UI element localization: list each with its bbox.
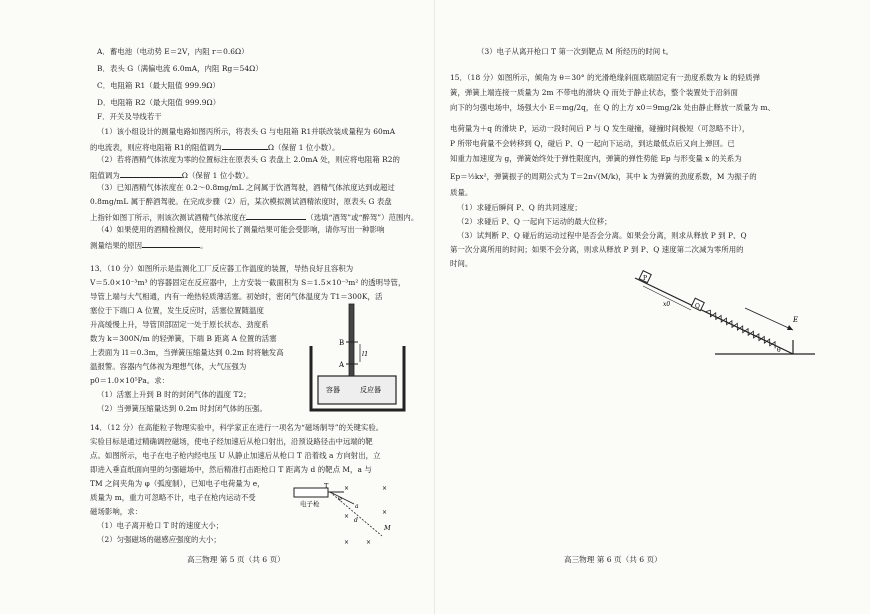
- q13-line: p0＝1.0×10⁵Pa。求：: [90, 376, 170, 385]
- field-x-mark: ×: [344, 539, 350, 546]
- gun-label: 电子枪: [300, 500, 320, 508]
- page-6: [435, 0, 870, 614]
- q13-line: 温报警。容器内气体视为理想气体，大气压强为: [90, 362, 247, 371]
- q13-line: 导管上端与大气相通，内有一绝热轻质薄活塞。初始时，密闭气体温度为 T1＝300K，活: [90, 292, 383, 301]
- q12-line: 测量结果的原因 。: [90, 241, 208, 250]
- q13-line: 塞位于下端口 A 位置，发生反应时，活塞位置随温度: [90, 306, 264, 315]
- field-x-mark: ×: [382, 485, 388, 492]
- q13-line: 13．（10 分）如图所示是监测化工厂反应器工作温度的装置，导热良好且容积为: [90, 264, 354, 273]
- d-mark: d: [354, 517, 358, 524]
- field-x-mark: ×: [344, 485, 350, 492]
- q15-line: （2）求碰后 P、Q 一起向下运动的最大位移；: [457, 217, 612, 226]
- q13-line: 升高缓慢上升，导管顶部固定一处于原长状态、劲度系: [90, 320, 269, 329]
- option-d: D．电阻箱 R2（最大阻值 999.9Ω）: [97, 98, 221, 107]
- q12-line: （1）该小组设计的测量电路如图丙所示，将表头 G 与电阻箱 R1并联改装成量程为 60mA: [97, 127, 396, 136]
- q14-line: 磁场影响，求：: [90, 507, 143, 516]
- q14-line: 实验目标是通过精确调控磁场，使电子经加速后从枪口射出，沿预设路径击中远端的靶: [90, 437, 373, 446]
- q14-line: （2）匀强磁场的磁感应强度的大小；: [97, 535, 221, 544]
- field-x-mark: ×: [382, 509, 388, 516]
- q12-line: （3）已知酒精气体浓度在 0.2～0.8mg/mL 之间属于饮酒驾驶，酒精气体浓度达到或超过: [97, 183, 395, 192]
- q14-line: 即进入垂直纸面向里的匀强磁场中，然后精准打击距枪口 T 距离为 d 的靶点 M，a 与: [90, 465, 372, 474]
- answer-blank[interactable]: [142, 239, 200, 248]
- l-mark: l1: [362, 350, 369, 358]
- a-line-label: a: [355, 503, 359, 510]
- q12-line: （4）如果使用的酒精检测仪，使用时间长了测量结果可能会受影响，请你写出一种影响: [97, 225, 385, 234]
- q12-line: 上指针如图丁所示，则该次测试酒精气体浓度在 （选填“酒驾”或“醉驾”）范围内。: [90, 213, 419, 222]
- q14-line: 点。如图所示，电子在电子枪内经电压 U 从静止加速后从枪口 T 沿着线 a 方向射出，立: [90, 451, 381, 460]
- q15-line: 第一次分离所用的时间；如果不会分离，则求从释放 P 到 P、Q 速度第二次减为零所用的: [450, 245, 744, 254]
- option-f: F．开关及导线若干: [97, 112, 162, 121]
- q12-line: （2）若将酒精气体浓度为零的位置标注在原表头 G 表盘上 2.0mA 处，则应将电阻箱 R2的: [97, 155, 400, 164]
- q14-line: （1）电子离开枪口 T 时的速度大小；: [97, 521, 224, 530]
- q14-line: 质量为 m，重力可忽略不计，电子在枪内运动不受: [90, 493, 256, 502]
- e-label: E: [793, 316, 799, 324]
- q15-line: 电荷量为＋q 的滑块 P，运动一段时间后 P 与 Q 发生碰撞，碰撞时间极短（可忽略不计），: [450, 124, 750, 133]
- q13-line: （2）当弹簧压缩量达到 0.2m 时封闭气体的压强。: [97, 404, 267, 413]
- q15-line: 簧，弹簧上端连接一质量为 2m 不带电的滑块 Q 而处于静止状态，整个装置处于沿斜面: [450, 88, 738, 97]
- x0-label: x0: [663, 301, 671, 308]
- answer-blank[interactable]: [246, 211, 306, 220]
- container-label: 容器: [326, 386, 340, 394]
- theta-label: θ: [777, 347, 781, 354]
- incline-figure: [625, 270, 825, 360]
- answer-blank[interactable]: [120, 169, 182, 178]
- q15-line: 质量。: [450, 188, 473, 197]
- q12-line: 的电流表，则应将电阻箱 R1的阻值调为 Ω（保留 1 位小数）。: [90, 143, 340, 152]
- option-b: B．表头 G（满偏电流 6.0mA，内阻 Rg＝54Ω）: [97, 64, 263, 73]
- field-x-mark: ×: [366, 539, 372, 546]
- option-c: C．电阻箱 R1（最大阻值 999.9Ω）: [97, 81, 220, 90]
- q14-line: 14．（12 分）在高能粒子物理实验中，科学家正在进行一项名为“磁场制导”的关键实验。: [90, 423, 384, 432]
- q12-line: 阻值调为 Ω（保留 1 位小数）。: [90, 171, 254, 180]
- q15-line: 向下的匀强电场中，场强大小 E＝mg/2q，在 Q 的上方 x0＝9mg/2k 处由静止释放一质量为 m、: [450, 103, 775, 112]
- q15-line: 知重力加速度为 g，弹簧始终处于弹性限度内，弹簧的弹性势能 Ep 与形变量 x 的关系为: [450, 154, 742, 163]
- q13-line: 上表面为 l1＝0.3m，当弹簧压缩量达到 0.2m 时将触发高: [90, 348, 284, 357]
- q-label: Q: [695, 303, 700, 310]
- q13-line: 数为 k＝300N/m 的轻弹簧，下端 B 距离 A 位置的活塞: [90, 334, 277, 343]
- q14-line: TM 之间夹角为 φ（弧度制），已知电子电荷量为 e，: [90, 479, 265, 488]
- q15-line: P 所带电荷量不会转移到 Q，碰后 P、Q 一起向下运动，到达最低点后又向上弹回。已: [450, 139, 735, 148]
- reactor-label: 反应器: [360, 386, 381, 394]
- a-mark: A: [339, 361, 345, 369]
- page-footer: 高三物理 第 5 页（共 6 页）: [187, 555, 285, 564]
- q15-line: 15．（18 分）如图所示，倾角为 θ＝30° 的光滑绝缘斜面底端固定有一劲度系数为 k 的轻质弹: [450, 73, 761, 82]
- answer-blank[interactable]: [222, 141, 268, 150]
- phi-mark: φ: [338, 496, 342, 502]
- q15-line: （3）试判断 P、Q 碰后的运动过程中是否会分离。如果会分离，则求从释放 P 到 P、Q: [457, 231, 747, 240]
- q12-line: 0.8mg/mL 属于醉酒驾驶。在完成步骤（2）后，某次模拟测试酒精浓度时，原表头 G 表盘: [90, 197, 392, 206]
- q13-line: V＝5.0×10⁻³m³ 的容器固定在反应器中，上方安装一截面积为 S＝1.5×10⁻³m² 的透明导管，: [90, 278, 406, 287]
- reactor-figure: [296, 298, 412, 414]
- b-mark: B: [339, 339, 345, 347]
- option-a: A．蓄电池（电动势 E＝2V，内阻 r＝0.6Ω）: [97, 47, 249, 56]
- page-footer: 高三物理 第 6 页（共 6 页）: [564, 555, 662, 564]
- q15-line: （1）求碰后瞬间 P、Q 的共同速度；: [457, 203, 582, 212]
- field-x-mark: ×: [344, 513, 350, 520]
- q13-line: （1）活塞上升到 B 时的封闭气体的温度 T2；: [97, 390, 251, 399]
- electron-gun-figure: [292, 478, 404, 550]
- m-mark: M: [384, 524, 391, 532]
- q15-line: Ep＝½kx²，弹簧振子的周期公式为 T＝2π√(M/k)，其中 k 为弹簧的劲度系数，M 为振子的: [450, 172, 757, 181]
- q14-part3: （3）电子从离开枪口 T 第一次到靶点 M 所经历的时间 t。: [477, 47, 674, 56]
- p-label: P: [643, 275, 648, 282]
- q15-line: 时间。: [450, 259, 473, 268]
- t-mark: T: [324, 482, 329, 490]
